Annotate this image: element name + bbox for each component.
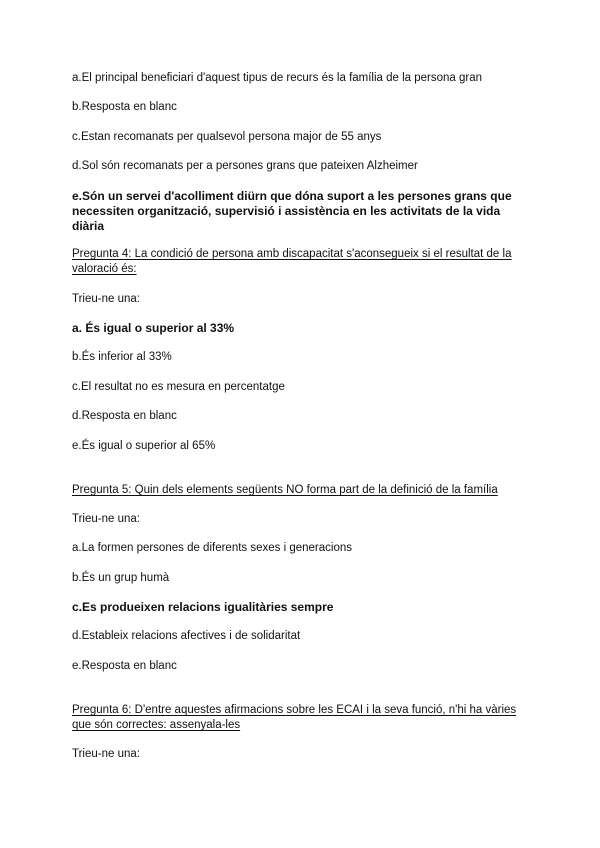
- question-4-title: Pregunta 4: La condició de persona amb discapacitat s'aconsegueix si el resultat de la valoració és:: [72, 248, 512, 275]
- answer-option: c.El resultat no es mesura en percentatge: [72, 381, 285, 393]
- answer-option: b.Resposta en blanc: [72, 101, 177, 113]
- question-4-instruction: Trieu-ne una:: [72, 293, 140, 305]
- answer-option: e.Resposta en blanc: [72, 660, 177, 672]
- correct-answer-option: e.Són un servei d'acolliment diürn que dóna suport a les persones grans que necessiten organització, supervisió i assistència en les activitats de la vida diària: [72, 189, 512, 233]
- answer-option: d.Sol són recomanats per a persones grans que pateixen Alzheimer: [72, 160, 418, 172]
- question-5-instruction: Trieu-ne una:: [72, 513, 140, 525]
- question-5-title: Pregunta 5: Quin dels elements següents NO forma part de la definició de la família: [72, 484, 498, 496]
- answer-option: e.És igual o superior al 65%: [72, 440, 216, 452]
- answer-option: c.Estan recomanats per qualsevol persona major de 55 anys: [72, 131, 382, 143]
- answer-option: d.Estableix relacions afectives i de solidaritat: [72, 630, 301, 642]
- answer-option: b.És un grup humà: [72, 572, 170, 584]
- correct-answer-option: a. És igual o superior al 33%: [72, 321, 235, 335]
- answer-option: a.La formen persones de diferents sexes i generacions: [72, 542, 352, 554]
- correct-answer-option: c.Es produeixen relacions igualitàries sempre: [72, 600, 334, 614]
- answer-option: b.És inferior al 33%: [72, 351, 172, 363]
- answer-option: a.El principal beneficiari d'aquest tipus de recurs és la família de la persona gran: [72, 72, 483, 84]
- answer-option: d.Resposta en blanc: [72, 410, 177, 422]
- question-6-title: Pregunta 6: D'entre aquestes afirmacions sobre les ECAI i la seva funció, n'hi ha vàries que són correctes: assenyala-les: [72, 704, 517, 731]
- question-6-instruction: Trieu-ne una:: [72, 748, 140, 760]
